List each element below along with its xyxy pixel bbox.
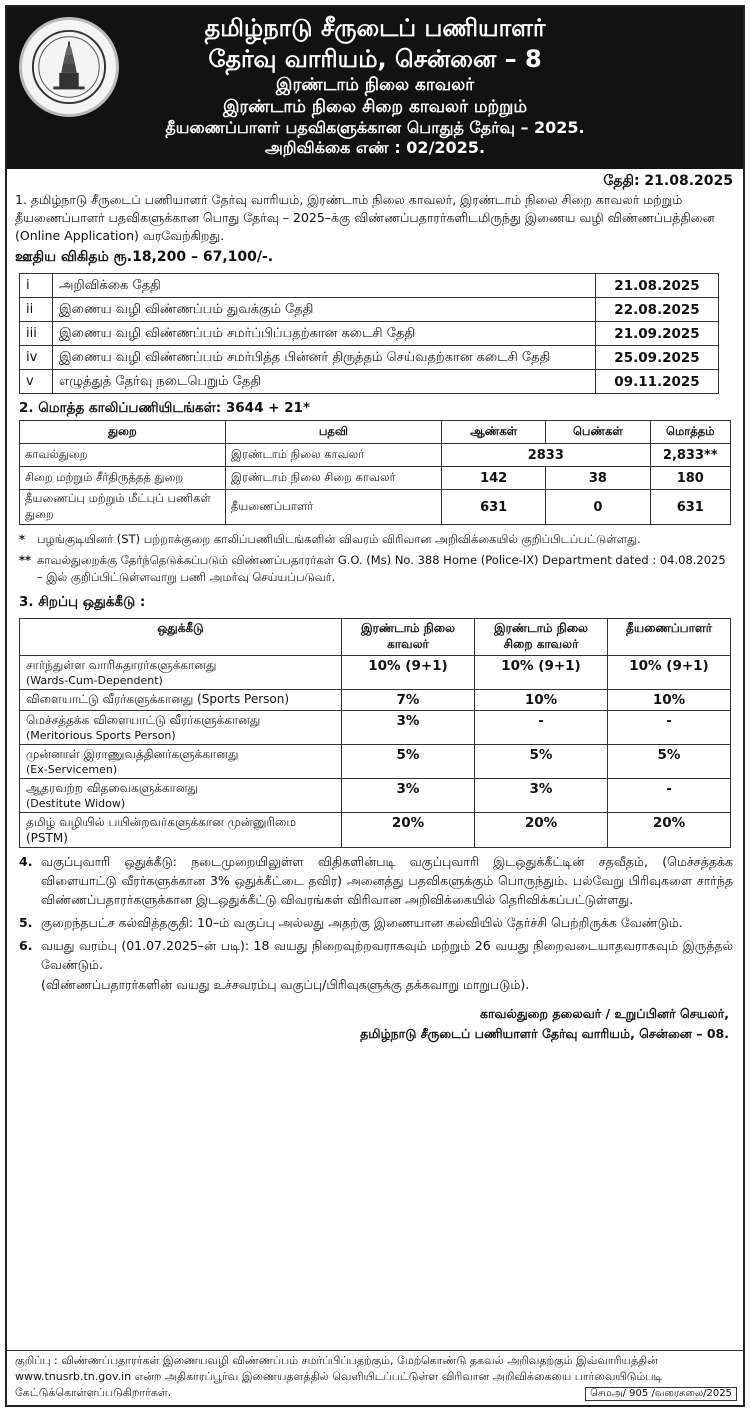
date-row-label: இணைய வழி விண்ணப்பம் சமர்ப்பிப்பதற்கான கடைசி தேதி [53,322,596,346]
quota-value: - [475,711,608,745]
reservation-row [20,711,731,745]
publication-code: செமஅ/ 905 /வரைகலை/2025 [585,1387,737,1401]
reservation-row [20,779,731,813]
quota-value: 5% [342,745,475,779]
date-row-number: i [20,274,53,298]
reservation-row [20,813,731,848]
quota-value: 3% [342,711,475,745]
quota-label: ஆதரவற்ற விதவைகளுக்கானது [26,781,198,795]
date-row-label: இணைய வழி விண்ணப்பம் சமர்பித்த பின்னர் திருத்தம் செய்வதற்கான கடைசி தேதி [53,346,596,370]
header-line-2: தேர்வு வாரியம், சென்னை – 8 [208,45,542,73]
intro-paragraph: 1. தமிழ்நாடு சீருடைப் பணியாளர் தேர்வு வாரியம், இரண்டாம் நிலை காவலர், இரண்டாம் நிலை சிறை காவலர் மற்றும் தீயணைப்பாளர் பதவிகளுக்கான பொது தேர்வு – 2025–க்கு விண்ணப்பதாரர்களிடமிருந்து இணைய வழி விண்ணப்பத்தினை (Online Application) வரவேற்கிறது. [15,192,715,243]
date-row-label: அறிவிக்கை தேதி [53,274,596,298]
header-line-5: தீயணைப்பாளர் பதவிகளுக்கான பொதுத் தேர்வு – 2025. [165,118,585,137]
footnote-bullet: * [19,532,26,546]
quota-label: சார்ந்துள்ள வாரிசுதாரர்களுக்கானது [26,658,217,672]
quota-cell [20,690,342,711]
men-cell: 2833 [442,444,650,467]
quota-label: தமிழ் வழியில் பயின்றவர்களுக்கான முன்னுரிமை (PSTM) [26,815,297,845]
footnote [7,525,743,550]
quota-value: 10% [475,690,608,711]
date-row-value: 21.08.2025 [596,274,719,298]
men-cell: 142 [442,467,546,490]
reservation-row [20,656,731,690]
quota-label: முன்னாள் இராணுவத்தினர்களுக்கானது [26,747,239,761]
quota-value: 20% [608,813,731,848]
quota-value: - [608,779,731,813]
vacancy-header: துறை [20,421,226,444]
footnote [7,550,743,588]
important-dates-table [19,273,719,394]
quota-value: 10% (9+1) [475,656,608,690]
tamil-nadu-emblem-icon [19,17,119,117]
quota-label-english: (Ex-Servicemen) [26,763,118,776]
quota-value: 10% [608,690,731,711]
quota-label-english: (Meritorious Sports Person) [26,729,176,742]
total-cell: 180 [650,467,730,490]
reservation-header: ஒதுக்கீடு [20,619,342,656]
quota-cell [20,745,342,779]
date-row-label: இணைய வழி விண்ணப்பம் துவக்கும் தேதி [53,298,596,322]
reservation-header: இரண்டாம் நிலை காவலர் [342,619,475,656]
table-row [20,444,731,467]
date-row-number: v [20,370,53,394]
item-text: வகுப்புவாரி ஒதுக்கீடு: நடைமுறையிலுள்ள விதிகளின்படி வகுப்புவாரி இடஒதுக்கீட்டின் சதவீதம், (மெச்சத்தக்க விளையாட்டு வீரர்களுக்கான 3% ஒதுக்கீட்டை தவிர) அனைத்து பதவிகளுக்கும் பொருந்தும். பல்வேறு பிரிவுகளை சார்ந்த விண்ணப்பதாரர்களுக்கான இடஒதுக்கீட்டு விவரங்கள் விரிவான அறிவிக்கையில் தெரிவிக்கப்பட்டுள்ளது. [41,854,733,907]
vacancy-header: ஆண்கள் [442,421,546,444]
reservation-header: இரண்டாம் நிலை சிறை காவலர் [475,619,608,656]
quota-cell [20,711,342,745]
numbered-item [7,932,743,974]
header-line-1: தமிழ்நாடு சீருடைப் பணியாளர் [204,14,546,42]
item-text: குறைந்தபட்ச கல்வித்தகுதி: 10–ம் வகுப்பு அல்லது அதற்கு இணையான கல்வியில் தேர்ச்சி பெற்றிருக்க வேண்டும். [41,915,683,930]
quota-label-english: (Destitute Widow) [26,797,126,810]
quota-value: 5% [475,745,608,779]
quota-value: - [608,711,731,745]
quota-cell [20,813,342,848]
vacancy-header: மொத்தம் [650,421,730,444]
pay-scale: ஊதிய விகிதம் ரூ.18,200 – 67,100/-. [15,249,274,265]
post-cell: இரண்டாம் நிலை காவலர் [225,444,441,467]
dept-cell: தீயணைப்பு மற்றும் மீட்புப் பணிகள் துறை [20,490,226,525]
reservation-table [19,618,731,848]
footer-text: குறிப்பு : விண்ணப்பதாரர்கள் இணையவழி விண்ணப்பம் சமர்ப்பிப்பதற்கும், மேற்கொண்டு தகவல் அறிவதற்கும் இவ்வாரியத்தின் www.tnusrb.tn.gov.in என்ற அதிகாரப்பூர்வ இணையதளத்தில் வெளியிடப்பட்டுள்ள விரிவான அறிவிக்கையை பார்வையிடும்படி கேட்டுக்கொள்ளப்படுகிறார்கள். [15,1354,663,1399]
numbered-item [7,848,743,909]
reservation-row [20,690,731,711]
header-line-3: இரண்டாம் நிலை காவலர் [275,75,475,95]
date-row [20,322,719,346]
footnote-bullet: ** [19,553,32,567]
date-row [20,346,719,370]
quota-value: 10% (9+1) [342,656,475,690]
quota-value: 7% [342,690,475,711]
men-cell: 631 [442,490,546,525]
women-cell: 0 [546,490,650,525]
footnote-text: காவல்துறைக்கு தேர்ந்தெடுக்கப்படும் விண்ணப்பதாரர்கள் G.O. (Ms) No. 388 Home (Police-IX) Department dated : 04.08.2025 – இல் குறிப்பிட்டுள்ளவாறு பணி அமர்வு செய்யப்படுவர். [37,553,726,584]
reservation-row [20,745,731,779]
dept-cell: சிறை மற்றும் சீர்திருத்தத் துறை [20,467,226,490]
date-row-number: ii [20,298,53,322]
quota-value: 20% [475,813,608,848]
signature-block [7,994,743,1044]
dept-cell: காவல்துறை [20,444,226,467]
reservation-title: 3. சிறப்பு ஒதுக்கீடு : [19,594,146,610]
date-row-number: iii [20,322,53,346]
table-row [20,467,731,490]
date-row-value: 21.09.2025 [596,322,719,346]
quota-value: 3% [475,779,608,813]
date-row-value: 22.08.2025 [596,298,719,322]
footnote-text: பழங்குடியினர் (ST) பற்றாக்குறை காலிப்பணியிடங்களின் விவரம் விரிவான அறிவிக்கையில் குறிப்பிடப்பட்டுள்ளது. [37,532,641,546]
notification-date: தேதி: 21.08.2025 [603,173,733,189]
vacancy-header: பெண்கள் [546,421,650,444]
quota-value: 3% [342,779,475,813]
women-cell: 38 [546,467,650,490]
notification-page [5,5,745,1407]
quota-value: 5% [608,745,731,779]
quota-value: 10% (9+1) [608,656,731,690]
signature-line-2: தமிழ்நாடு சீருடைப் பணியாளர் தேர்வு வாரியம், சென்னை – 08. [360,1026,729,1041]
item-number: 5. [19,915,33,930]
item-text: வயது வரம்பு (01.07.2025–ன் படி): 18 வயது நிறைவுற்றவராகவும் மற்றும் 26 வயது நிறைவடையாதவராகவும் இருத்தல் வேண்டும். [41,938,733,972]
total-cell: 631 [650,490,730,525]
age-note: (விண்ணப்பதாரர்களின் வயது உச்சவரம்பு வகுப்பு/பிரிவுகளுக்கு தக்கவாறு மாறுபடும்). [41,977,530,992]
date-row-value: 25.09.2025 [596,346,719,370]
quota-cell [20,656,342,690]
header-banner [7,7,743,169]
vacancy-table [19,420,731,525]
numbered-item [7,909,743,932]
date-row-number: iv [20,346,53,370]
vacancy-title: 2. மொத்த காலிப்பணியிடங்கள்: 3644 + 21* [19,400,311,416]
date-row-value: 09.11.2025 [596,370,719,394]
quota-label-english: (Wards-Cum-Dependent) [26,674,163,687]
date-row [20,274,719,298]
total-cell: 2,833** [650,444,730,467]
quota-label: விளையாட்டு வீரர்களுக்கானது (Sports Person) [26,692,290,706]
item-number: 4. [19,854,33,869]
date-row-label: எழுத்துத் தேர்வு நடைபெறும் தேதி [53,370,596,394]
notification-number: அறிவிக்கை எண் : 02/2025. [264,138,486,157]
date-row [20,298,719,322]
quota-label: மெச்சத்தக்க விளையாட்டு வீரர்களுக்கானது [26,713,261,727]
header-line-4: இரண்டாம் நிலை சிறை காவலர் மற்றும் [222,97,528,117]
item-number: 6. [19,938,33,953]
quota-value: 20% [342,813,475,848]
reservation-header: தீயணைப்பாளர் [608,619,731,656]
post-cell: தீயணைப்பாளர் [225,490,441,525]
date-row [20,370,719,394]
signature-line-1: காவல்துறை தலைவர் / உறுப்பினர் செயலர், [479,1006,729,1021]
table-row [20,490,731,525]
quota-cell [20,779,342,813]
post-cell: இரண்டாம் நிலை சிறை காவலர் [225,467,441,490]
vacancy-header: பதவி [225,421,441,444]
